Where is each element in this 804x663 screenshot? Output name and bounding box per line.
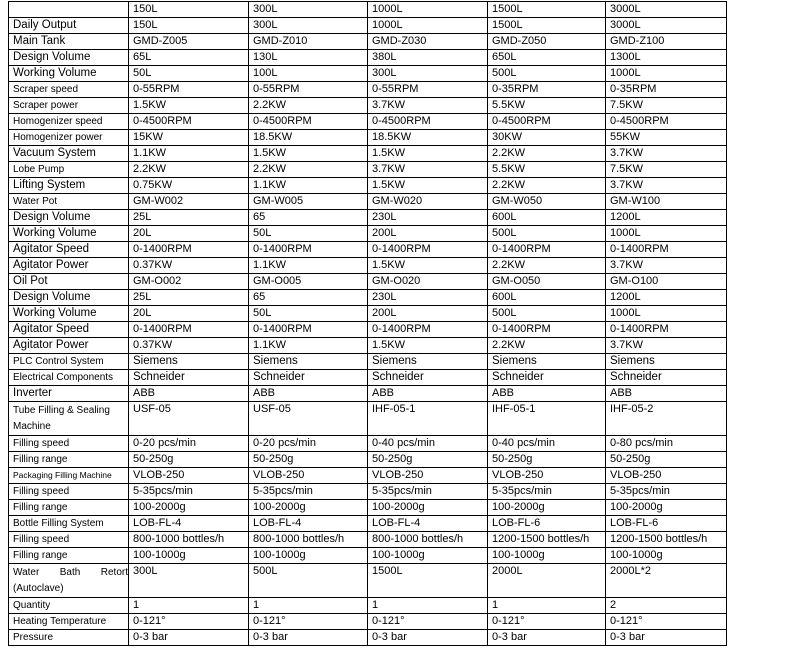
value-cell: GM-W002 [129, 194, 249, 210]
value-cell: 1200-1500 bottles/h [606, 532, 727, 548]
table-row [9, 614, 727, 630]
row-label: Water Pot [9, 194, 129, 210]
value-cell: 5.5KW [488, 98, 606, 114]
value-cell: ABB [249, 386, 368, 402]
value-cell: 0-20 pcs/min [129, 436, 249, 452]
value-cell: 300L [368, 66, 488, 82]
value-cell: VLOB-250 [129, 468, 249, 484]
spec-table [8, 1, 727, 646]
value-cell: LOB-FL-4 [249, 516, 368, 532]
table-row [9, 34, 727, 50]
value-cell: 1500L [488, 18, 606, 34]
value-cell: 2000L*2 [606, 564, 727, 598]
value-cell: 1.5KW [249, 146, 368, 162]
value-cell: 200L [368, 226, 488, 242]
value-cell: 3.7KW [606, 258, 727, 274]
value-cell: 100-2000g [488, 500, 606, 516]
value-cell: 500L [249, 564, 368, 598]
value-cell: 50-250g [129, 452, 249, 468]
table-row [9, 194, 727, 210]
value-cell: ABB [488, 386, 606, 402]
table-row [9, 402, 727, 436]
value-cell: 300L [249, 18, 368, 34]
value-cell: 1000L [606, 66, 727, 82]
row-label: Lifting System [9, 178, 129, 194]
table-row [9, 564, 727, 598]
row-label: Filling speed [9, 436, 129, 452]
value-cell: 1.5KW [368, 178, 488, 194]
value-cell: 100-1000g [249, 548, 368, 564]
value-cell: 230L [368, 290, 488, 306]
table-row [9, 290, 727, 306]
header-capacity-cell: 3000L [606, 2, 727, 18]
value-cell: 0-55RPM [249, 82, 368, 98]
value-cell: VLOB-250 [488, 468, 606, 484]
table-row [9, 354, 727, 370]
header-row [9, 2, 727, 18]
table-row [9, 598, 727, 614]
value-cell: USF-05 [249, 402, 368, 436]
value-cell: 65L [129, 50, 249, 66]
header-capacity-cell: 1500L [488, 2, 606, 18]
value-cell: 5-35pcs/min [249, 484, 368, 500]
value-cell: LOB-FL-4 [368, 516, 488, 532]
value-cell: 2.2KW [488, 146, 606, 162]
value-cell: GMD-Z050 [488, 34, 606, 50]
row-label: Scraper speed [9, 82, 129, 98]
value-cell: 50L [249, 226, 368, 242]
value-cell: 0-35RPM [488, 82, 606, 98]
row-label: Pressure [9, 630, 129, 646]
value-cell: 2000L [488, 564, 606, 598]
value-cell: 1000L [606, 306, 727, 322]
table-row [9, 130, 727, 146]
row-label: Agitator Speed [9, 242, 129, 258]
row-label: Water Bath Retort (Autoclave) [9, 564, 129, 598]
value-cell: 0-35RPM [606, 82, 727, 98]
table-row [9, 484, 727, 500]
value-cell: 50-250g [606, 452, 727, 468]
row-label: Tube Filling & Sealing Machine [9, 402, 129, 436]
table-row [9, 532, 727, 548]
value-cell: Schneider [129, 370, 249, 386]
value-cell: GM-O005 [249, 274, 368, 290]
row-label: PLC Control System [9, 354, 129, 370]
row-label: Electrical Components [9, 370, 129, 386]
value-cell: 0-1400RPM [488, 242, 606, 258]
row-label: Inverter [9, 386, 129, 402]
value-cell: VLOB-250 [249, 468, 368, 484]
value-cell: 650L [488, 50, 606, 66]
value-cell: USF-05 [129, 402, 249, 436]
row-label: Filling range [9, 500, 129, 516]
header-capacity-cell: 300L [249, 2, 368, 18]
value-cell: 0-1400RPM [606, 322, 727, 338]
table-row [9, 66, 727, 82]
value-cell: LOB-FL-6 [488, 516, 606, 532]
value-cell: 1 [488, 598, 606, 614]
value-cell: GM-W005 [249, 194, 368, 210]
value-cell: 1300L [606, 50, 727, 66]
row-label: Filling speed [9, 484, 129, 500]
table-row [9, 468, 727, 484]
table-row [9, 162, 727, 178]
value-cell: 0-3 bar [368, 630, 488, 646]
table-row [9, 242, 727, 258]
row-label: Bottle Filling System [9, 516, 129, 532]
value-cell: GMD-Z100 [606, 34, 727, 50]
value-cell: 0-121° [249, 614, 368, 630]
value-cell: 130L [249, 50, 368, 66]
value-cell: 7.5KW [606, 162, 727, 178]
value-cell: Siemens [129, 354, 249, 370]
value-cell: 1.5KW [368, 146, 488, 162]
value-cell: 5-35pcs/min [606, 484, 727, 500]
row-label: Design Volume [9, 290, 129, 306]
value-cell: VLOB-250 [606, 468, 727, 484]
value-cell: 5-35pcs/min [368, 484, 488, 500]
row-label: Scraper power [9, 98, 129, 114]
value-cell: 1 [249, 598, 368, 614]
value-cell: 55KW [606, 130, 727, 146]
value-cell: 600L [488, 210, 606, 226]
row-label: Working Volume [9, 306, 129, 322]
row-label: Working Volume [9, 66, 129, 82]
table-row [9, 452, 727, 468]
value-cell: 0-4500RPM [606, 114, 727, 130]
value-cell: GMD-Z010 [249, 34, 368, 50]
table-row [9, 82, 727, 98]
value-cell: 25L [129, 290, 249, 306]
value-cell: 2.2KW [488, 338, 606, 354]
value-cell: Siemens [249, 354, 368, 370]
value-cell: GM-O100 [606, 274, 727, 290]
table-row [9, 178, 727, 194]
value-cell: 50-250g [488, 452, 606, 468]
table-row [9, 386, 727, 402]
table-row [9, 548, 727, 564]
value-cell: 230L [368, 210, 488, 226]
row-label: Design Volume [9, 50, 129, 66]
value-cell: 0-1400RPM [368, 242, 488, 258]
value-cell: ABB [129, 386, 249, 402]
value-cell: GM-W050 [488, 194, 606, 210]
header-capacity-cell: 1000L [368, 2, 488, 18]
row-label: Homogenizer power [9, 130, 129, 146]
value-cell: ABB [368, 386, 488, 402]
value-cell: 0-80 pcs/min [606, 436, 727, 452]
row-label: Filling speed [9, 532, 129, 548]
value-cell: 0-4500RPM [129, 114, 249, 130]
value-cell: GM-O050 [488, 274, 606, 290]
table-row [9, 50, 727, 66]
value-cell: 100-2000g [129, 500, 249, 516]
value-cell: GMD-Z030 [368, 34, 488, 50]
value-cell: Siemens [368, 354, 488, 370]
value-cell: 2.2KW [129, 162, 249, 178]
value-cell: LOB-FL-6 [606, 516, 727, 532]
value-cell: 380L [368, 50, 488, 66]
value-cell: Schneider [249, 370, 368, 386]
table-row [9, 258, 727, 274]
header-capacity-cell: 150L [129, 2, 249, 18]
value-cell: 2 [606, 598, 727, 614]
value-cell: 0-1400RPM [249, 322, 368, 338]
row-label: Design Volume [9, 210, 129, 226]
value-cell: 800-1000 bottles/h [129, 532, 249, 548]
table-row [9, 630, 727, 646]
value-cell: ABB [606, 386, 727, 402]
row-label: Agitator Power [9, 338, 129, 354]
value-cell: GM-O002 [129, 274, 249, 290]
value-cell: 3.7KW [606, 338, 727, 354]
value-cell: 0-1400RPM [249, 242, 368, 258]
value-cell: IHF-05-1 [368, 402, 488, 436]
table-row [9, 436, 727, 452]
value-cell: 50-250g [249, 452, 368, 468]
value-cell: 3.7KW [368, 162, 488, 178]
value-cell: 100-1000g [368, 548, 488, 564]
value-cell: 65 [249, 210, 368, 226]
table-row [9, 322, 727, 338]
value-cell: 0-3 bar [129, 630, 249, 646]
value-cell: 1.1KW [249, 178, 368, 194]
value-cell: GMD-Z005 [129, 34, 249, 50]
row-label: Filling range [9, 548, 129, 564]
value-cell: 500L [488, 306, 606, 322]
table-row [9, 98, 727, 114]
value-cell: VLOB-250 [368, 468, 488, 484]
value-cell: GM-O020 [368, 274, 488, 290]
value-cell: 200L [368, 306, 488, 322]
value-cell: 1200L [606, 210, 727, 226]
value-cell: 100-2000g [368, 500, 488, 516]
value-cell: 30KW [488, 130, 606, 146]
value-cell: 0-1400RPM [129, 322, 249, 338]
value-cell: Schneider [606, 370, 727, 386]
row-label: Packaging Filling Machine [9, 468, 129, 484]
table-row [9, 306, 727, 322]
value-cell: 1000L [606, 226, 727, 242]
value-cell: 50-250g [368, 452, 488, 468]
value-cell: 7.5KW [606, 98, 727, 114]
table-row [9, 338, 727, 354]
value-cell: 0-121° [606, 614, 727, 630]
row-label: Lobe Pump [9, 162, 129, 178]
row-label: Daily Output [9, 18, 129, 34]
value-cell: 500L [488, 226, 606, 242]
value-cell: 5-35pcs/min [488, 484, 606, 500]
row-label: Filling range [9, 452, 129, 468]
value-cell: 1.5KW [368, 338, 488, 354]
value-cell: 0-40 pcs/min [368, 436, 488, 452]
value-cell: 1.1KW [249, 258, 368, 274]
value-cell: 18.5KW [368, 130, 488, 146]
value-cell: 1500L [368, 564, 488, 598]
value-cell: 0-3 bar [488, 630, 606, 646]
value-cell: 0-1400RPM [368, 322, 488, 338]
value-cell: 3.7KW [606, 146, 727, 162]
value-cell: 150L [129, 18, 249, 34]
value-cell: 0-121° [129, 614, 249, 630]
value-cell: 0-1400RPM [129, 242, 249, 258]
value-cell: 3.7KW [368, 98, 488, 114]
value-cell: 300L [129, 564, 249, 598]
table-row [9, 114, 727, 130]
value-cell: 2.2KW [488, 178, 606, 194]
value-cell: 5.5KW [488, 162, 606, 178]
value-cell: 100-2000g [606, 500, 727, 516]
value-cell: 0.37KW [129, 258, 249, 274]
value-cell: 0-4500RPM [249, 114, 368, 130]
row-label: Vacuum System [9, 146, 129, 162]
value-cell: 0.75KW [129, 178, 249, 194]
value-cell: 600L [488, 290, 606, 306]
value-cell: 20L [129, 226, 249, 242]
row-label: Working Volume [9, 226, 129, 242]
value-cell: 0-3 bar [606, 630, 727, 646]
value-cell: 1.5KW [368, 258, 488, 274]
value-cell: 800-1000 bottles/h [249, 532, 368, 548]
value-cell: 15KW [129, 130, 249, 146]
value-cell: GM-W100 [606, 194, 727, 210]
value-cell: LOB-FL-4 [129, 516, 249, 532]
value-cell: 5-35pcs/min [129, 484, 249, 500]
row-label: Quantity [9, 598, 129, 614]
value-cell: 2.2KW [249, 98, 368, 114]
value-cell: 1 [368, 598, 488, 614]
table-row [9, 516, 727, 532]
value-cell: 500L [488, 66, 606, 82]
value-cell: IHF-05-2 [606, 402, 727, 436]
row-label: Agitator Power [9, 258, 129, 274]
value-cell: 0-55RPM [129, 82, 249, 98]
value-cell: 2.2KW [249, 162, 368, 178]
value-cell: Schneider [368, 370, 488, 386]
table-row [9, 146, 727, 162]
value-cell: 1.5KW [129, 98, 249, 114]
table-row [9, 226, 727, 242]
value-cell: 0-1400RPM [606, 242, 727, 258]
value-cell: 50L [129, 66, 249, 82]
value-cell: 0-4500RPM [488, 114, 606, 130]
value-cell: 100-1000g [488, 548, 606, 564]
value-cell: 100-1000g [606, 548, 727, 564]
table-row [9, 500, 727, 516]
table-row [9, 18, 727, 34]
value-cell: 0-121° [368, 614, 488, 630]
row-label: Oil Pot [9, 274, 129, 290]
row-label: Main Tank [9, 34, 129, 50]
table-row [9, 274, 727, 290]
value-cell: IHF-05-1 [488, 402, 606, 436]
value-cell: Siemens [488, 354, 606, 370]
table-row [9, 370, 727, 386]
value-cell: 800-1000 bottles/h [368, 532, 488, 548]
value-cell: 0-4500RPM [368, 114, 488, 130]
value-cell: 25L [129, 210, 249, 226]
row-label: Agitator Speed [9, 322, 129, 338]
value-cell: 0-55RPM [368, 82, 488, 98]
row-label: Heating Temperature [9, 614, 129, 630]
value-cell: Siemens [606, 354, 727, 370]
value-cell: 0-1400RPM [488, 322, 606, 338]
value-cell: 0.37KW [129, 338, 249, 354]
value-cell: 100L [249, 66, 368, 82]
value-cell: 20L [129, 306, 249, 322]
value-cell: 0-40 pcs/min [488, 436, 606, 452]
value-cell: 50L [249, 306, 368, 322]
value-cell: 100-1000g [129, 548, 249, 564]
value-cell: 1.1KW [249, 338, 368, 354]
value-cell: 1200-1500 bottles/h [488, 532, 606, 548]
value-cell: 65 [249, 290, 368, 306]
spec-table-body [9, 2, 727, 646]
value-cell: 3.7KW [606, 178, 727, 194]
table-row [9, 210, 727, 226]
value-cell: 18.5KW [249, 130, 368, 146]
value-cell: Schneider [488, 370, 606, 386]
value-cell: 0-121° [488, 614, 606, 630]
value-cell: 0-3 bar [249, 630, 368, 646]
value-cell: 1000L [368, 18, 488, 34]
value-cell: 1200L [606, 290, 727, 306]
header-corner-cell [9, 2, 129, 18]
value-cell: 2.2KW [488, 258, 606, 274]
value-cell: 0-20 pcs/min [249, 436, 368, 452]
row-label: Homogenizer speed [9, 114, 129, 130]
value-cell: 1 [129, 598, 249, 614]
value-cell: 3000L [606, 18, 727, 34]
value-cell: GM-W020 [368, 194, 488, 210]
value-cell: 1.1KW [129, 146, 249, 162]
value-cell: 100-2000g [249, 500, 368, 516]
